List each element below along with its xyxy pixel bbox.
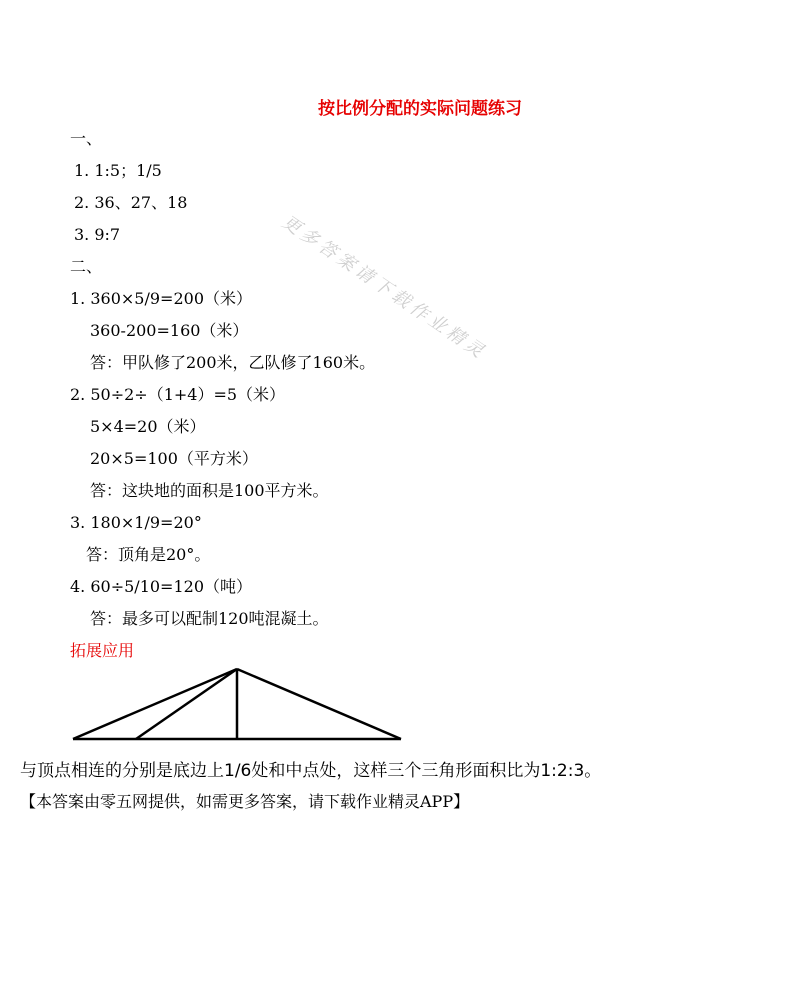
q3-answer: 答：顶角是20°。: [86, 545, 211, 564]
extension-explanation: 与顶点相连的分别是底边上1/6处和中点处，这样三个三角形面积比为1:2:3。: [20, 761, 602, 781]
extension-heading: 拓展应用: [70, 641, 135, 660]
q2-answer: 答：这块地的面积是100平方米。: [90, 481, 329, 500]
q4-step-1: 4. 60÷5/10=120（吨）: [70, 577, 252, 596]
answer-1-1: 1. 1:5；1/5: [74, 161, 162, 180]
triangle-left-side: [73, 669, 237, 739]
triangle-right-side: [237, 669, 401, 739]
page-title: 按比例分配的实际问题练习: [318, 99, 522, 119]
watermark: 更多答案请下载作业精灵: [278, 211, 491, 365]
footer-note: 【本答案由零五网提供，如需更多答案，请下载作业精灵APP】: [20, 792, 470, 811]
dividing-line-one-sixth: [136, 669, 237, 739]
q1-step-1: 1. 360×5/9=200（米）: [70, 289, 252, 308]
answer-1-2: 2. 36、27、18: [74, 193, 188, 212]
q4-answer: 答：最多可以配制120吨混凝土。: [90, 609, 329, 628]
q3-step-1: 3. 180×1/9=20°: [70, 513, 202, 532]
q1-step-2: 360-200=160（米）: [90, 321, 249, 340]
section-2-heading: 二、: [70, 257, 103, 276]
q2-step-2: 5×4=20（米）: [90, 417, 206, 436]
section-1-heading: 一、: [70, 129, 103, 148]
answer-1-3: 3. 9:7: [74, 225, 121, 244]
triangle-diagram: [60, 660, 410, 744]
q2-step-3: 20×5=100（平方米）: [90, 449, 258, 468]
q2-step-1: 2. 50÷2÷（1+4）=5（米）: [70, 385, 286, 404]
q1-answer: 答：甲队修了200米，乙队修了160米。: [90, 353, 376, 372]
